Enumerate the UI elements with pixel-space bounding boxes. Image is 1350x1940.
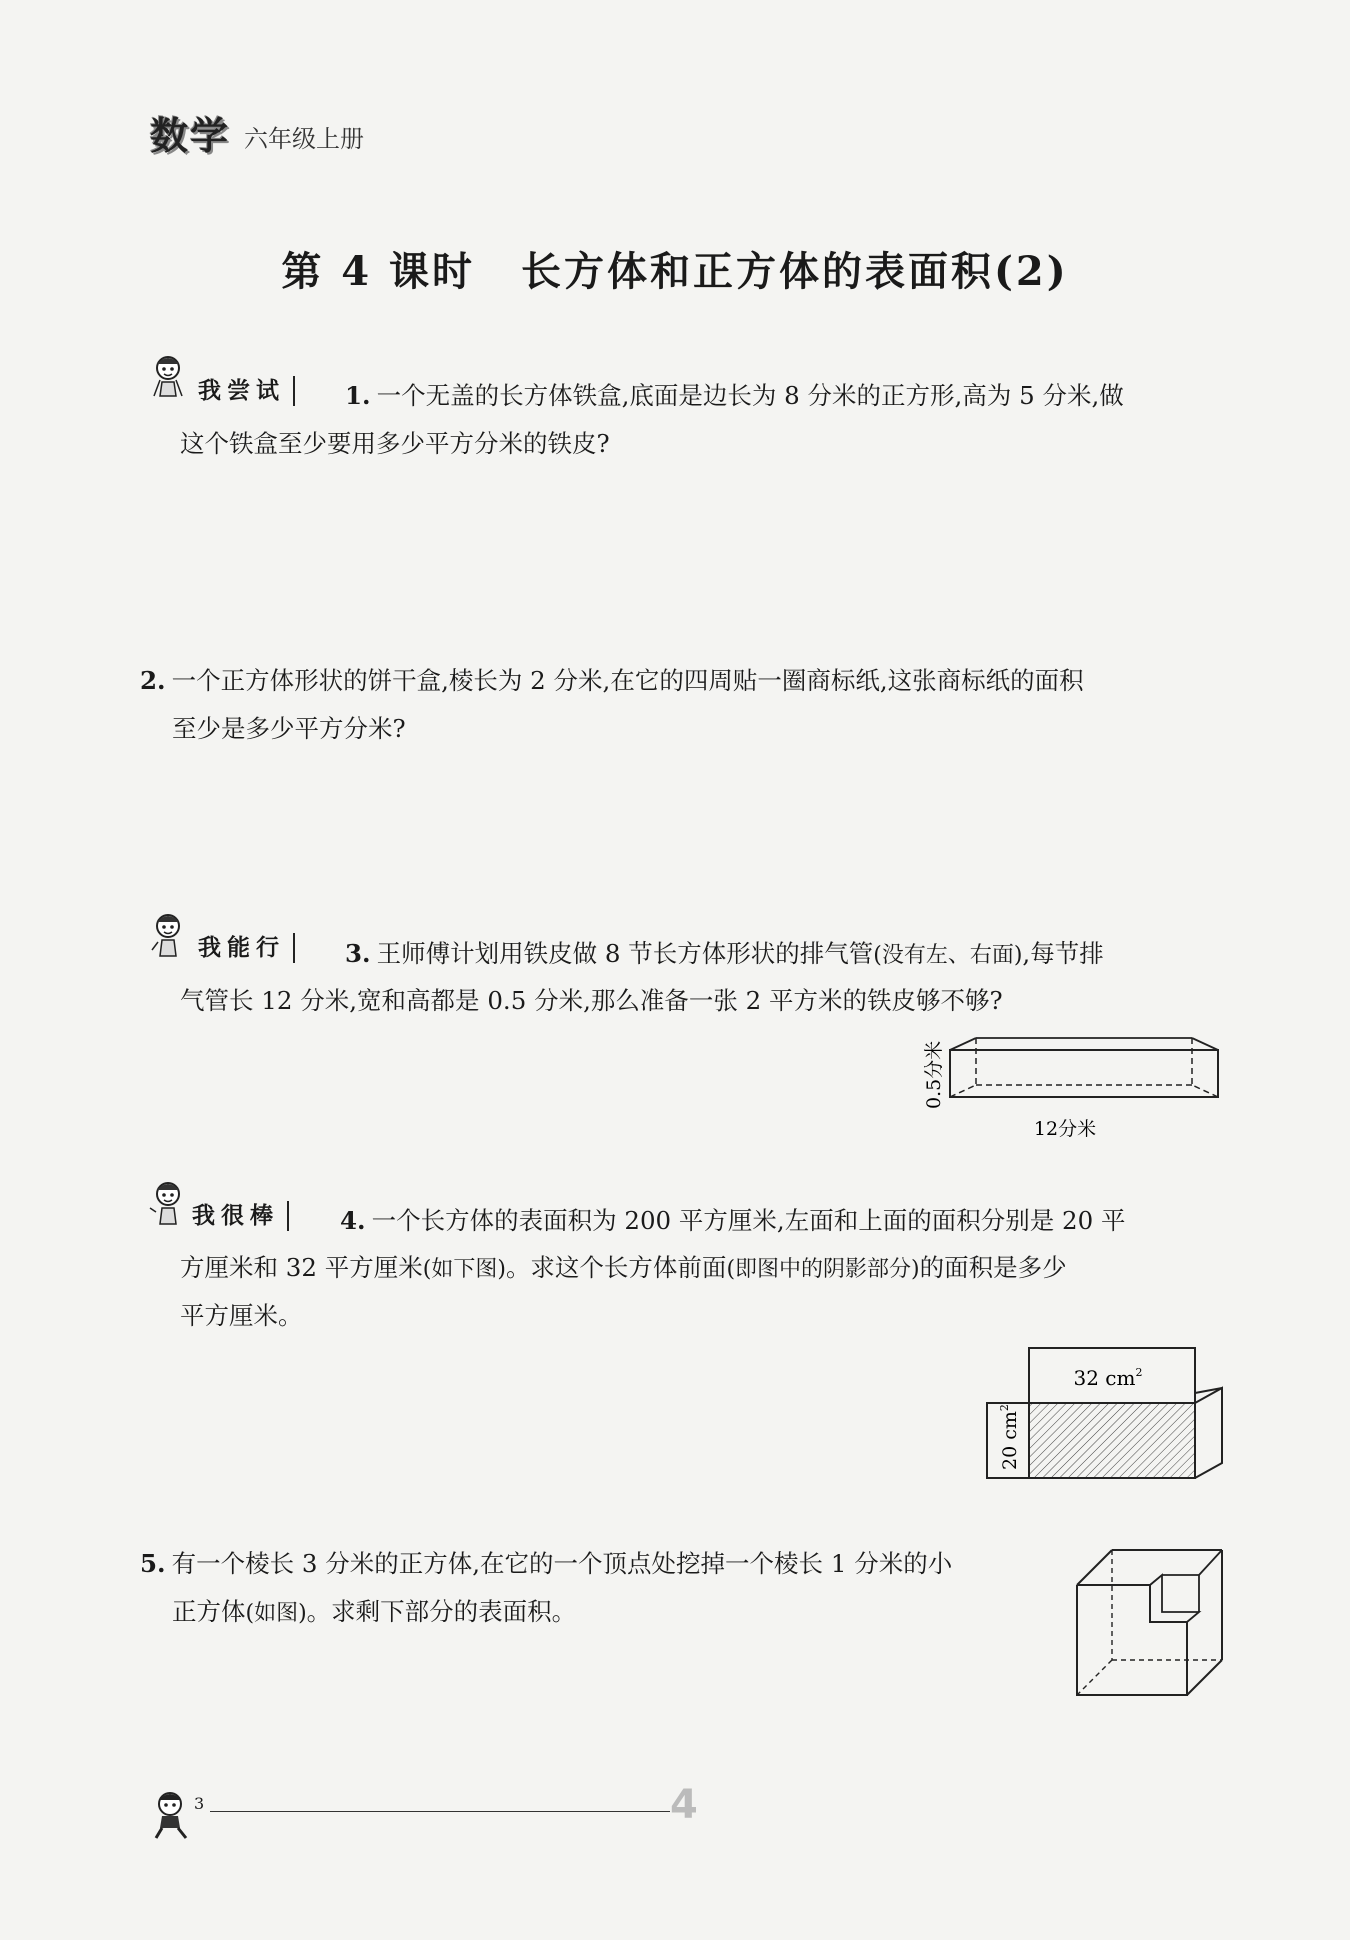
question-4-line2e: 的面积是多少 xyxy=(919,1253,1067,1282)
footer-small-number: 3 xyxy=(194,1794,205,1813)
pipe-length-label: 12分米 xyxy=(1033,1118,1097,1140)
girl-mascot-icon xyxy=(148,352,192,402)
question-3-line1a: 王师傅计划用铁皮做 8 节长方体形状的排气管 xyxy=(376,939,874,968)
question-4-number: 4. xyxy=(340,1206,366,1235)
grade-label: 六年级上册 xyxy=(244,125,365,153)
figure-exhaust-pipe xyxy=(910,1035,1230,1145)
question-1-number: 1. xyxy=(345,381,371,410)
question-2 xyxy=(140,657,1084,705)
question-4-line2c: 。求这个长方体前面 xyxy=(505,1253,727,1282)
question-3-line1c: ,每节排 xyxy=(1022,939,1104,968)
lesson-number: 第 4 课时 xyxy=(281,248,475,295)
question-5-line2b: (如图) xyxy=(245,1601,307,1626)
subject-title: 数学 xyxy=(150,114,231,158)
question-4-line2b: (如下图) xyxy=(422,1257,506,1282)
section-try-label: 我尝试 xyxy=(198,376,295,406)
question-5-line1: 有一个棱长 3 分米的正方体,在它的一个顶点处挖掉一个棱长 1 分米的小 xyxy=(171,1549,953,1578)
pipe-height-label: 0.5分米 xyxy=(923,1040,945,1109)
question-1-line1: 一个无盖的长方体铁盒,底面是边长为 8 分米的正方形,高为 5 分米,做 xyxy=(376,381,1124,410)
section-can-label: 我能行 xyxy=(198,933,295,963)
question-3 xyxy=(345,930,1104,980)
question-4-line3: 平方厘米。 xyxy=(180,1301,303,1330)
question-4-line2d: (即图中的阴影部分) xyxy=(726,1257,920,1282)
boy-mascot-icon xyxy=(150,1790,194,1840)
question-3-line1b: (没有左、右面) xyxy=(873,943,1023,968)
question-5-line2c: 。求剩下部分的表面积。 xyxy=(306,1597,577,1626)
question-5-number: 5. xyxy=(140,1549,166,1578)
question-1-line2: 这个铁盒至少要用多少平方分米的铁皮? xyxy=(180,429,610,458)
lesson-title xyxy=(0,240,1350,297)
page-header xyxy=(150,100,364,160)
figure-cuboid-faces xyxy=(980,1345,1240,1485)
lesson-topic: 长方体和正方体的表面积(2) xyxy=(521,248,1069,295)
question-2-number: 2. xyxy=(140,666,166,695)
page-number: 4 xyxy=(670,1782,698,1828)
question-4-line1: 一个长方体的表面积为 200 平方厘米,左面和上面的面积分别是 20 平 xyxy=(371,1206,1126,1235)
question-3-line2: 气管长 12 分米,宽和高都是 0.5 分米,那么准备一张 2 平方米的铁皮够不够? xyxy=(180,986,1003,1015)
top-face-label: 32 $cm^2$ xyxy=(1073,1366,1143,1390)
question-2-line1: 一个正方体形状的饼干盒,棱长为 2 分米,在它的四周贴一圈商标纸,这张商标纸的面积 xyxy=(171,666,1084,695)
left-face-label: 20 $cm^2$ xyxy=(998,1404,1021,1470)
footer-rule xyxy=(210,1811,670,1812)
question-4-line2 xyxy=(180,1244,1067,1294)
question-4 xyxy=(340,1197,1125,1245)
question-5-line2 xyxy=(172,1588,576,1638)
section-great-label: 我很棒 xyxy=(192,1201,289,1231)
question-4-line2a: 方厘米和 32 平方厘米 xyxy=(180,1253,423,1282)
question-1 xyxy=(345,372,1124,420)
figure-cube-notch xyxy=(1070,1545,1230,1705)
girl-mascot-icon xyxy=(148,1178,192,1228)
question-2-line2: 至少是多少平方分米? xyxy=(172,714,406,743)
girl-mascot-icon xyxy=(148,910,192,960)
question-3-number: 3. xyxy=(345,939,371,968)
question-5 xyxy=(140,1540,952,1588)
question-5-line2a: 正方体 xyxy=(172,1597,246,1626)
